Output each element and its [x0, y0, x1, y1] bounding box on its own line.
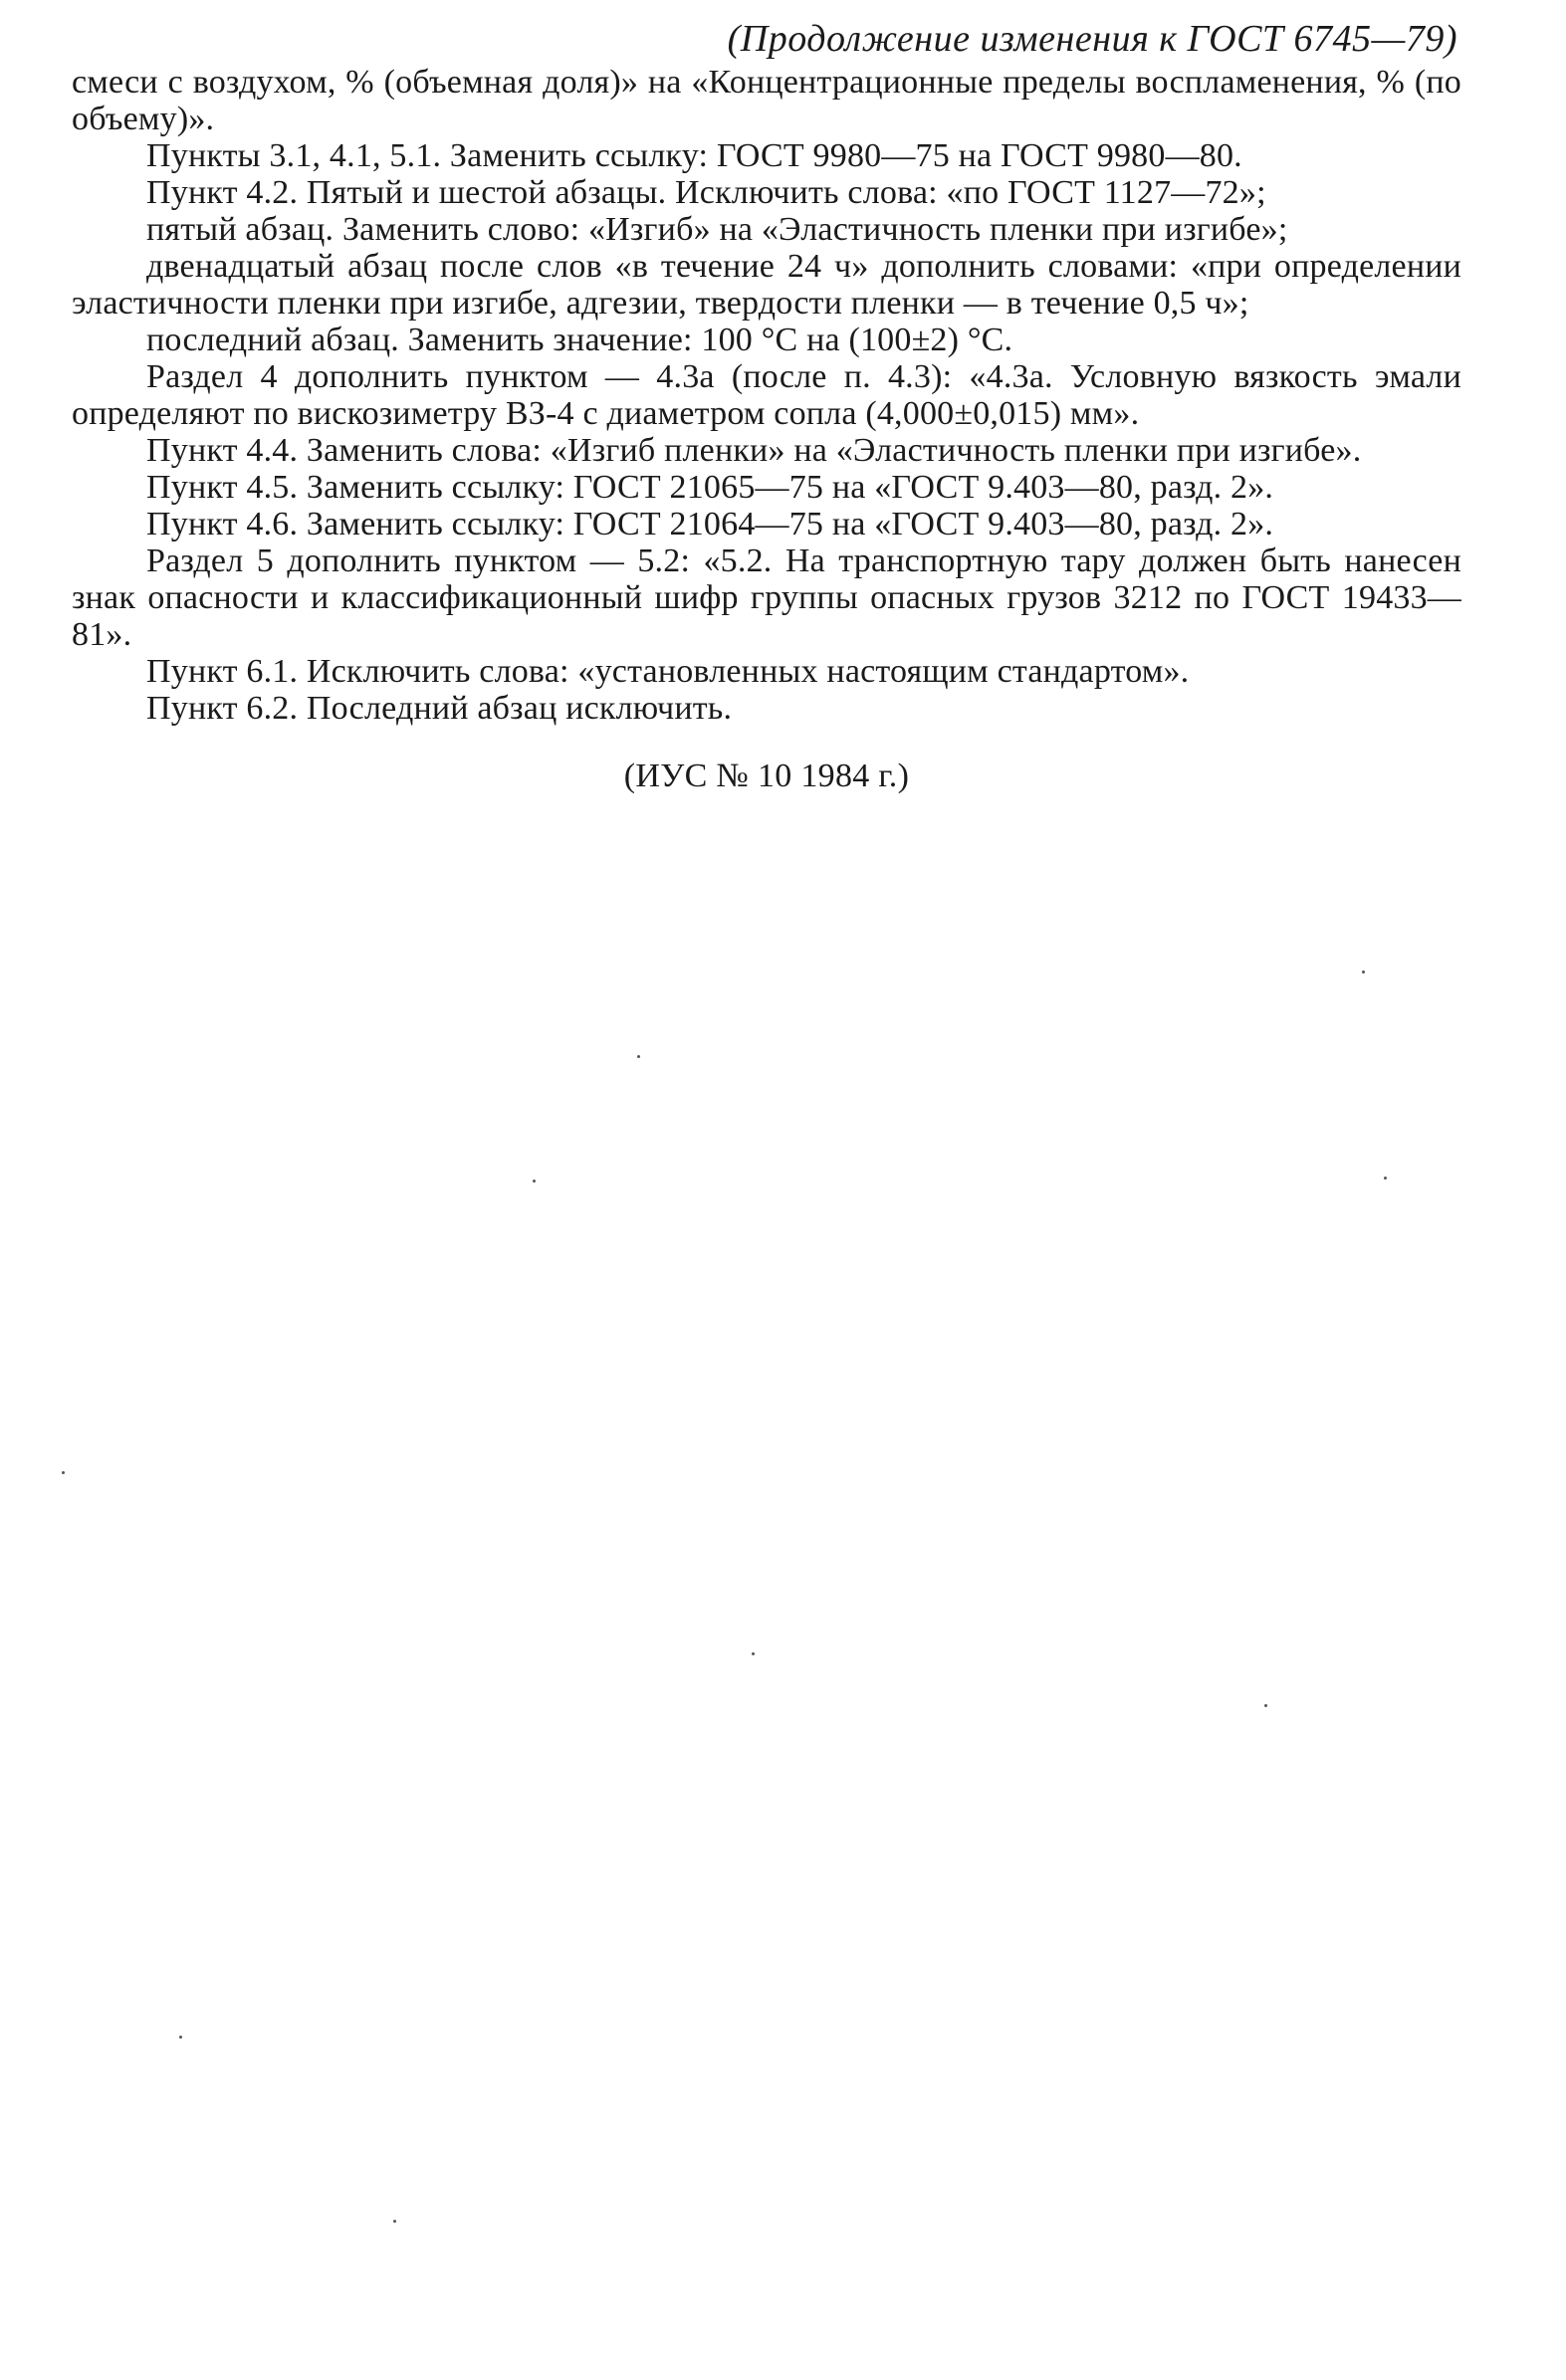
document-page [72, 14, 1461, 796]
scan-speck [1362, 971, 1365, 974]
scan-speck [179, 2036, 182, 2039]
paragraph-item: Пункт 4.2. Пятый и шестой абзацы. Исключить слова: «по ГОСТ 1127—72»; [146, 174, 1266, 211]
paragraph-continuation: смеси с воздухом, % (объемная доля)» на «Концентрационные пределы воспламенения, % (по объему)». [72, 64, 1461, 137]
scan-speck [1264, 1704, 1267, 1707]
running-title: (Продолжение изменения к ГОСТ 6745—79) [727, 18, 1457, 60]
scan-speck [62, 1471, 65, 1474]
paragraph-item: двенадцатый абзац после слов «в течение 24 ч» дополнить словами: «при определении эластичности пленки при изгибе, адгезии, твердости пленки — в течение 0,5 ч»; [72, 248, 1461, 322]
paragraph-item: последний абзац. Заменить значение: 100 °С на (100±2) °С. [146, 322, 1013, 358]
scan-speck [393, 2220, 396, 2223]
paragraph-item: Раздел 5 дополнить пунктом — 5.2: «5.2. На транспортную тару должен быть нанесен знак опасности и классификационный шифр группы опасных грузов 3212 по ГОСТ 19433—81». [72, 542, 1461, 653]
scan-speck [752, 1652, 755, 1655]
paragraph-item: Пункт 4.5. Заменить ссылку: ГОСТ 21065—75 на «ГОСТ 9.403—80, разд. 2». [146, 469, 1274, 506]
paragraph-item: пятый абзац. Заменить слово: «Изгиб» на «Эластичность пленки при изгибе»; [146, 211, 1288, 248]
paragraph-item: Раздел 4 дополнить пунктом — 4.3а (после п. 4.3): «4.3а. Условную вязкость эмали определяют по вискозиметру ВЗ-4 с диаметром сопла (4,000±0,015) мм». [72, 358, 1461, 432]
scan-speck [1384, 1177, 1387, 1180]
paragraph-item: Пункт 6.2. Последний абзац исключить. [146, 690, 733, 727]
paragraph-item: Пункты 3.1, 4.1, 5.1. Заменить ссылку: ГОСТ 9980—75 на ГОСТ 9980—80. [146, 137, 1242, 174]
paragraph-item: Пункт 4.6. Заменить ссылку: ГОСТ 21064—75 на «ГОСТ 9.403—80, разд. 2». [146, 506, 1274, 542]
source-note: (ИУС № 10 1984 г.) [623, 757, 910, 794]
scan-speck [637, 1055, 640, 1058]
paragraph-item: Пункт 6.1. Исключить слова: «установленных настоящим стандартом». [146, 653, 1190, 690]
scan-speck [533, 1180, 536, 1183]
paragraph-item: Пункт 4.4. Заменить слова: «Изгиб пленки» на «Эластичность пленки при изгибе». [146, 432, 1362, 469]
